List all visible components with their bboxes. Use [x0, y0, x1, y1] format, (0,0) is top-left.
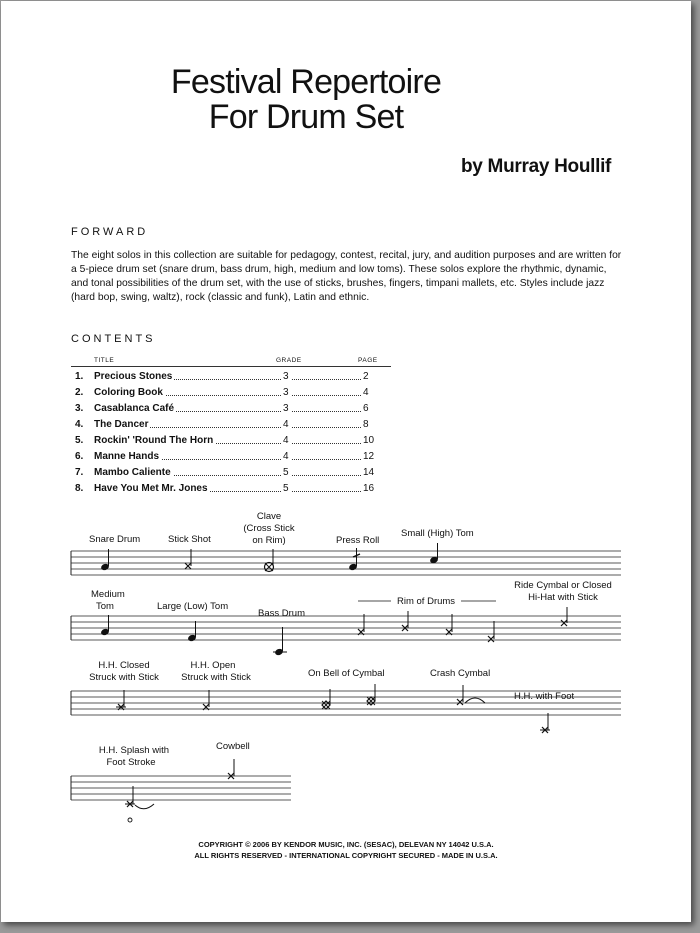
note-ride [561, 607, 567, 626]
item-page: 8 [363, 419, 369, 430]
staff-4 [71, 776, 291, 800]
label-stick-shot: Stick Shot [168, 534, 211, 545]
item-number: 1. [75, 371, 84, 382]
forward-text: The eight solos in this collection are suitable for pedagogy, contest, recital, jury, and audition purposes and are written for a 5-piece drum set (snare drum, bass drum, high, medium and low toms). These solos explore the rhythmic, dynamic, and tonal possibilities of the drum set, with the use of sticks, brushes, fingers, timpani mallets, etc. Styles include jazz (hard bop, swing, waltz), rock (classic and funk), Latin and ethnic. [71, 250, 622, 303]
label-snare: Snare Drum [89, 534, 141, 545]
label-rim: Rim of Drums [397, 596, 456, 607]
label-clave-3: on Rim) [252, 535, 286, 546]
item-number: 2. [75, 387, 84, 398]
forward-heading: FORWARD [71, 226, 149, 238]
note-medium-tom [100, 615, 110, 636]
col-title-header: TITLE [94, 357, 115, 364]
notation-legend [1, 1, 691, 831]
note-bell-2 [367, 684, 375, 705]
note-crash [457, 685, 485, 705]
item-title: Casablanca Café [94, 403, 175, 414]
note-stick-shot [185, 549, 191, 569]
label-press-roll: Press Roll [336, 535, 380, 546]
item-grade: 4 [283, 435, 289, 446]
item-page: 4 [363, 387, 369, 398]
item-page: 14 [363, 467, 375, 478]
item-number: 3. [75, 403, 84, 414]
item-page: 16 [363, 483, 375, 494]
note-rim-1 [358, 614, 364, 635]
note-clave [265, 549, 274, 572]
title-line-2: For Drum Set [208, 98, 404, 136]
col-grade-header: GRADE [276, 357, 302, 364]
label-bell: On Bell of Cymbal [308, 668, 385, 679]
item-page: 12 [363, 451, 375, 462]
label-ride-1: Ride Cymbal or Closed [514, 580, 612, 591]
item-page: 6 [363, 403, 369, 414]
note-bass-drum [273, 627, 287, 656]
label-hh-foot: H.H. with Foot [514, 691, 575, 702]
item-title: Coloring Book [94, 387, 163, 398]
item-page: 10 [363, 435, 375, 446]
staff-2 [71, 616, 621, 640]
item-title: Manne Hands [94, 451, 160, 462]
copyright-line-1: COPYRIGHT © 2006 BY KENDOR MUSIC, INC. (SESAC), DELEVAN NY 14042 U.S.A. [198, 840, 494, 849]
item-number: 7. [75, 467, 84, 478]
item-title: Precious Stones [94, 371, 173, 382]
label-small-tom: Small (High) Tom [401, 528, 474, 539]
label-hh-open-2: Struck with Stick [181, 672, 251, 683]
label-hh-open-1: H.H. Open [190, 660, 236, 671]
note-rim-3 [446, 614, 452, 635]
item-title: Mambo Caliente [94, 467, 171, 478]
note-hh-closed [116, 690, 126, 710]
label-bass-drum: Bass Drum [258, 608, 305, 619]
copyright-notice [1, 839, 691, 861]
item-number: 6. [75, 451, 84, 462]
item-page: 2 [363, 371, 369, 382]
note-hh-splash [125, 786, 154, 822]
item-title: The Dancer [94, 419, 149, 430]
staff-1 [71, 551, 621, 575]
contents-heading: CONTENTS [71, 333, 156, 345]
item-number: 4. [75, 419, 84, 430]
label-large-tom: Large (Low) Tom [157, 601, 229, 612]
label-hh-closed-1: H.H. Closed [98, 660, 150, 671]
item-number: 5. [75, 435, 84, 446]
note-hh-foot [540, 713, 550, 733]
item-grade: 4 [283, 451, 289, 462]
title-line-1: Festival Repertoire [170, 63, 442, 101]
item-number: 8. [75, 483, 84, 494]
label-medium-tom-2: Tom [96, 601, 114, 612]
item-title: Rockin' 'Round The Horn [94, 435, 214, 446]
note-rim-4 [488, 621, 494, 642]
label-hh-splash-2: Foot Stroke [106, 757, 156, 768]
item-grade: 5 [283, 483, 289, 494]
label-clave-1: Clave [256, 511, 282, 522]
author: by Murray Houllif [461, 156, 612, 177]
item-grade: 3 [283, 387, 289, 398]
label-cowbell: Cowbell [216, 741, 250, 752]
item-grade: 3 [283, 403, 289, 414]
label-medium-tom-1: Medium [91, 589, 125, 600]
note-hh-open [203, 690, 209, 710]
label-hh-splash-1: H.H. Splash with [98, 745, 170, 756]
label-hh-closed-2: Struck with Stick [89, 672, 159, 683]
label-crash: Crash Cymbal [430, 668, 491, 679]
item-grade: 4 [283, 419, 289, 430]
label-clave-2: (Cross Stick [243, 523, 295, 534]
label-ride-2: Hi-Hat with Stick [528, 592, 598, 603]
note-small-tom [429, 543, 439, 564]
col-page-header: PAGE [358, 357, 378, 364]
sheet-page [1, 1, 691, 922]
note-large-tom [187, 621, 197, 642]
item-title: Have You Met Mr. Jones [94, 483, 208, 494]
note-snare [100, 549, 110, 571]
item-grade: 3 [283, 371, 289, 382]
note-bell [322, 689, 330, 709]
copyright-line-2: ALL RIGHTS RESERVED - INTERNATIONAL COPYRIGHT SECURED - MADE IN U.S.A. [194, 851, 498, 860]
note-press-roll [348, 548, 360, 571]
item-grade: 5 [283, 467, 289, 478]
